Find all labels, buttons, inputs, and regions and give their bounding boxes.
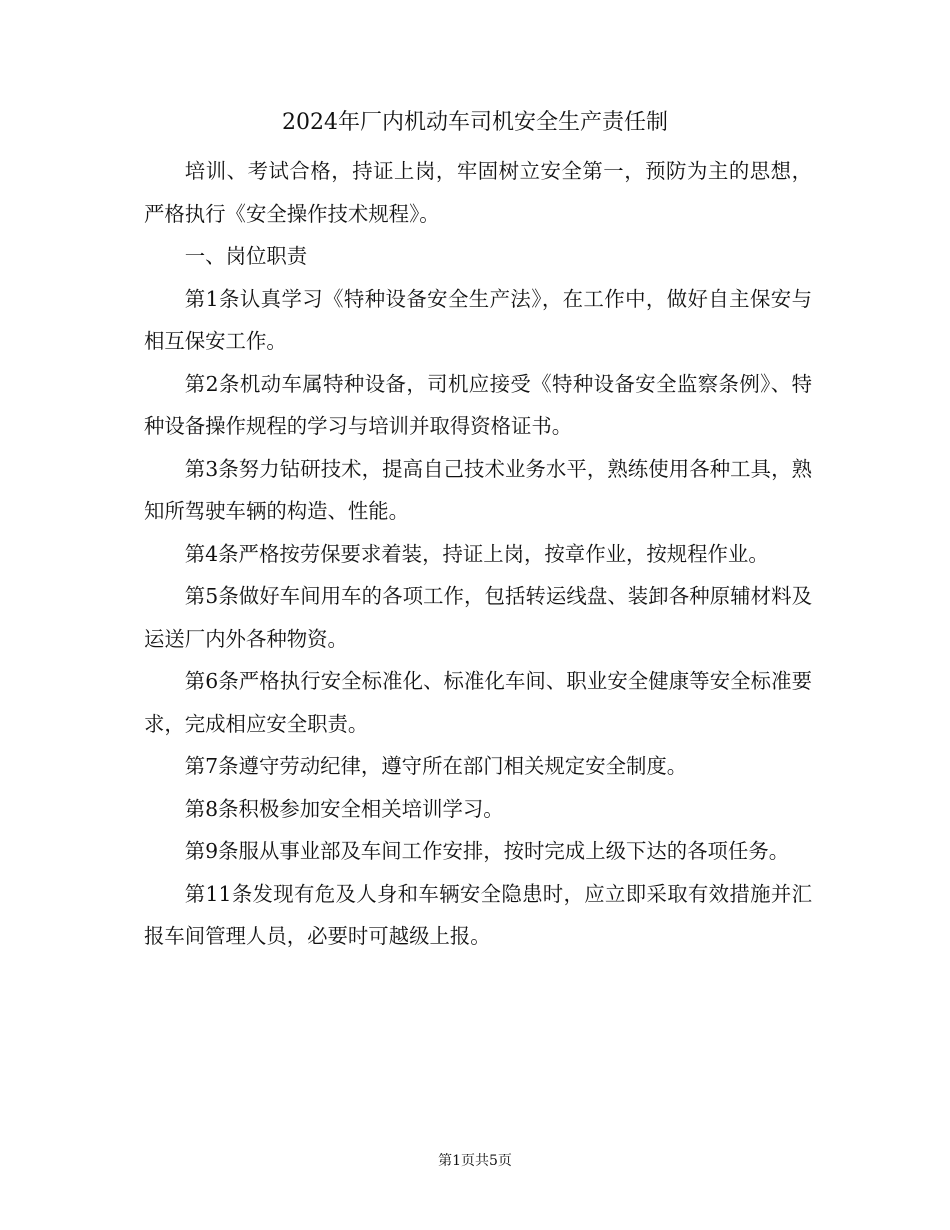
document-title: 2024年厂内机动车司机安全生产责任制 <box>282 110 668 135</box>
article-2: 第2条机动车属特种设备，司机应接受《特种设备安全监察条例》、特种设备操作规程的学习与培训并取得资格证书。 <box>144 371 812 438</box>
page-number-footer: 第1页共5页 <box>438 1153 512 1169</box>
article-1: 第1条认真学习《特种设备安全生产法》，在工作中，做好自主保安与相互保安工作。 <box>144 286 812 353</box>
section-heading-duties: 一、岗位职责 <box>184 244 308 268</box>
paragraph-intro: 培训、考试合格，持证上岗，牢固树立安全第一，预防为主的思想，严格执行《安全操作技术规程》。 <box>144 159 812 226</box>
article-5: 第5条做好车间用车的各项工作，包括转运线盘、装卸各种原辅材料及运送厂内外各种物资。 <box>144 584 812 651</box>
article-8: 第8条积极参加安全相关培训学习。 <box>184 796 504 821</box>
document-body <box>144 150 812 958</box>
article-11: 第11条发现有危及人身和车辆安全隐患时，应立即采取有效措施并汇报车间管理人员，必要时可越级上报。 <box>144 881 812 948</box>
article-9: 第9条服从事业部及车间工作安排，按时完成上级下达的各项任务。 <box>184 839 790 863</box>
article-3: 第3条努力钻研技术，提高自己技术业务水平，熟练使用各种工具，熟知所驾驶车辆的构造、性能。 <box>144 456 812 523</box>
article-7: 第7条遵守劳动纪律，遵守所在部门相关规定安全制度。 <box>184 754 688 778</box>
article-4: 第4条严格按劳保要求着装，持证上岗，按章作业，按规程作业。 <box>184 541 769 566</box>
article-6: 第6条严格执行安全标准化、标准化车间、职业安全健康等安全标准要求，完成相应安全职责。 <box>144 669 812 736</box>
